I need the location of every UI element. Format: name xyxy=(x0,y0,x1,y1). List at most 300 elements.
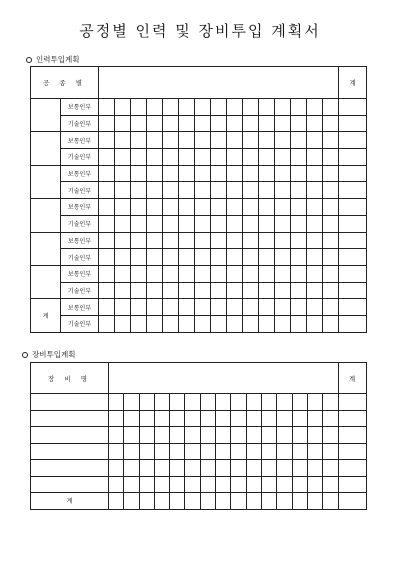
grid-cell[interactable] xyxy=(243,149,259,166)
grid-cell[interactable] xyxy=(99,232,115,249)
grid-cell[interactable] xyxy=(227,199,243,216)
grid-cell[interactable] xyxy=(131,315,147,332)
grid-cell[interactable] xyxy=(275,215,291,232)
grid-cell[interactable] xyxy=(277,443,292,460)
grid-cell[interactable] xyxy=(307,99,323,116)
grid-cell[interactable] xyxy=(170,410,185,427)
grid-cell[interactable] xyxy=(139,443,154,460)
equipment-name-cell[interactable] xyxy=(31,460,109,477)
grid-cell[interactable] xyxy=(185,443,200,460)
work-category-cell[interactable] xyxy=(31,132,61,165)
grid-cell[interactable] xyxy=(261,394,276,411)
grid-cell[interactable] xyxy=(109,493,124,510)
grid-cell[interactable] xyxy=(147,265,163,282)
grid-cell[interactable] xyxy=(179,99,195,116)
grid-cell[interactable] xyxy=(163,299,179,316)
grid-cell[interactable] xyxy=(131,249,147,266)
grid-cell[interactable] xyxy=(323,165,339,182)
grid-cell[interactable] xyxy=(277,460,292,477)
grid-cell[interactable] xyxy=(277,476,292,493)
grid-cell[interactable] xyxy=(179,282,195,299)
grid-cell[interactable] xyxy=(147,182,163,199)
row-total-cell[interactable] xyxy=(338,443,366,460)
grid-cell[interactable] xyxy=(307,315,323,332)
grid-cell[interactable] xyxy=(323,427,338,444)
grid-cell[interactable] xyxy=(291,132,307,149)
row-total-cell[interactable] xyxy=(339,265,367,282)
grid-cell[interactable] xyxy=(216,460,231,477)
grid-cell[interactable] xyxy=(195,215,211,232)
grid-cell[interactable] xyxy=(99,299,115,316)
row-total-cell[interactable] xyxy=(339,99,367,116)
grid-cell[interactable] xyxy=(275,182,291,199)
row-total-cell[interactable] xyxy=(338,493,366,510)
grid-cell[interactable] xyxy=(170,476,185,493)
grid-cell[interactable] xyxy=(307,410,322,427)
grid-cell[interactable] xyxy=(227,99,243,116)
grid-cell[interactable] xyxy=(259,282,275,299)
grid-cell[interactable] xyxy=(124,476,139,493)
grid-cell[interactable] xyxy=(259,132,275,149)
grid-cell[interactable] xyxy=(154,443,169,460)
grid-cell[interactable] xyxy=(259,299,275,316)
grid-cell[interactable] xyxy=(124,460,139,477)
grid-cell[interactable] xyxy=(179,149,195,166)
grid-cell[interactable] xyxy=(275,315,291,332)
grid-cell[interactable] xyxy=(231,410,246,427)
grid-cell[interactable] xyxy=(115,265,131,282)
grid-cell[interactable] xyxy=(307,199,323,216)
grid-cell[interactable] xyxy=(211,99,227,116)
row-total-cell[interactable] xyxy=(339,182,367,199)
grid-cell[interactable] xyxy=(227,265,243,282)
grid-cell[interactable] xyxy=(307,265,323,282)
grid-cell[interactable] xyxy=(179,232,195,249)
grid-cell[interactable] xyxy=(307,149,323,166)
grid-cell[interactable] xyxy=(211,265,227,282)
grid-cell[interactable] xyxy=(131,265,147,282)
grid-cell[interactable] xyxy=(185,476,200,493)
grid-cell[interactable] xyxy=(154,476,169,493)
grid-cell[interactable] xyxy=(99,99,115,116)
grid-cell[interactable] xyxy=(211,149,227,166)
equipment-name-cell[interactable] xyxy=(31,410,109,427)
grid-cell[interactable] xyxy=(307,394,322,411)
grid-cell[interactable] xyxy=(307,299,323,316)
grid-cell[interactable] xyxy=(307,282,323,299)
grid-cell[interactable] xyxy=(292,493,307,510)
grid-cell[interactable] xyxy=(195,315,211,332)
grid-cell[interactable] xyxy=(115,99,131,116)
grid-cell[interactable] xyxy=(147,165,163,182)
grid-cell[interactable] xyxy=(154,460,169,477)
grid-cell[interactable] xyxy=(307,215,323,232)
grid-cell[interactable] xyxy=(275,299,291,316)
grid-cell[interactable] xyxy=(115,315,131,332)
grid-cell[interactable] xyxy=(323,132,339,149)
grid-cell[interactable] xyxy=(115,232,131,249)
work-category-cell[interactable] xyxy=(31,99,61,132)
grid-cell[interactable] xyxy=(291,282,307,299)
grid-cell[interactable] xyxy=(291,199,307,216)
grid-cell[interactable] xyxy=(200,460,215,477)
grid-cell[interactable] xyxy=(179,299,195,316)
grid-cell[interactable] xyxy=(99,215,115,232)
grid-cell[interactable] xyxy=(323,460,338,477)
grid-cell[interactable] xyxy=(307,115,323,132)
grid-cell[interactable] xyxy=(109,394,124,411)
grid-cell[interactable] xyxy=(259,182,275,199)
grid-cell[interactable] xyxy=(291,149,307,166)
grid-cell[interactable] xyxy=(131,199,147,216)
grid-cell[interactable] xyxy=(243,199,259,216)
grid-cell[interactable] xyxy=(323,232,339,249)
grid-cell[interactable] xyxy=(243,315,259,332)
grid-cell[interactable] xyxy=(195,232,211,249)
grid-cell[interactable] xyxy=(277,427,292,444)
grid-cell[interactable] xyxy=(131,299,147,316)
row-total-cell[interactable] xyxy=(339,282,367,299)
grid-cell[interactable] xyxy=(292,443,307,460)
grid-cell[interactable] xyxy=(179,249,195,266)
grid-cell[interactable] xyxy=(243,132,259,149)
grid-cell[interactable] xyxy=(231,493,246,510)
grid-cell[interactable] xyxy=(227,165,243,182)
grid-cell[interactable] xyxy=(170,493,185,510)
row-total-cell[interactable] xyxy=(339,199,367,216)
grid-cell[interactable] xyxy=(243,249,259,266)
grid-cell[interactable] xyxy=(147,299,163,316)
grid-cell[interactable] xyxy=(323,443,338,460)
equipment-name-cell[interactable]: 계 xyxy=(31,493,109,510)
grid-cell[interactable] xyxy=(291,215,307,232)
grid-cell[interactable] xyxy=(179,182,195,199)
header-period-cell[interactable] xyxy=(109,363,339,394)
grid-cell[interactable] xyxy=(227,299,243,316)
grid-cell[interactable] xyxy=(195,115,211,132)
grid-cell[interactable] xyxy=(99,199,115,216)
grid-cell[interactable] xyxy=(200,427,215,444)
grid-cell[interactable] xyxy=(147,215,163,232)
grid-cell[interactable] xyxy=(115,249,131,266)
row-total-cell[interactable] xyxy=(338,476,366,493)
grid-cell[interactable] xyxy=(170,394,185,411)
grid-cell[interactable] xyxy=(109,443,124,460)
grid-cell[interactable] xyxy=(99,115,115,132)
grid-cell[interactable] xyxy=(307,443,322,460)
grid-cell[interactable] xyxy=(261,493,276,510)
grid-cell[interactable] xyxy=(246,394,261,411)
grid-cell[interactable] xyxy=(139,460,154,477)
grid-cell[interactable] xyxy=(275,265,291,282)
grid-cell[interactable] xyxy=(227,315,243,332)
grid-cell[interactable] xyxy=(99,182,115,199)
grid-cell[interactable] xyxy=(195,299,211,316)
grid-cell[interactable] xyxy=(200,394,215,411)
grid-cell[interactable] xyxy=(124,443,139,460)
work-category-cell[interactable] xyxy=(31,199,61,232)
grid-cell[interactable] xyxy=(131,99,147,116)
grid-cell[interactable] xyxy=(259,149,275,166)
grid-cell[interactable] xyxy=(115,299,131,316)
grid-cell[interactable] xyxy=(99,132,115,149)
grid-cell[interactable] xyxy=(163,315,179,332)
grid-cell[interactable] xyxy=(163,149,179,166)
grid-cell[interactable] xyxy=(246,493,261,510)
row-total-cell[interactable] xyxy=(339,215,367,232)
grid-cell[interactable] xyxy=(259,249,275,266)
grid-cell[interactable] xyxy=(163,215,179,232)
grid-cell[interactable] xyxy=(211,165,227,182)
grid-cell[interactable] xyxy=(227,249,243,266)
grid-cell[interactable] xyxy=(154,493,169,510)
grid-cell[interactable] xyxy=(99,315,115,332)
grid-cell[interactable] xyxy=(275,99,291,116)
grid-cell[interactable] xyxy=(147,282,163,299)
grid-cell[interactable] xyxy=(179,215,195,232)
grid-cell[interactable] xyxy=(163,132,179,149)
grid-cell[interactable] xyxy=(124,427,139,444)
grid-cell[interactable] xyxy=(99,249,115,266)
row-total-cell[interactable] xyxy=(339,115,367,132)
grid-cell[interactable] xyxy=(323,410,338,427)
grid-cell[interactable] xyxy=(185,460,200,477)
grid-cell[interactable] xyxy=(291,299,307,316)
grid-cell[interactable] xyxy=(231,394,246,411)
grid-cell[interactable] xyxy=(323,199,339,216)
grid-cell[interactable] xyxy=(243,115,259,132)
grid-cell[interactable] xyxy=(147,132,163,149)
grid-cell[interactable] xyxy=(323,299,339,316)
grid-cell[interactable] xyxy=(231,460,246,477)
grid-cell[interactable] xyxy=(195,282,211,299)
grid-cell[interactable] xyxy=(211,232,227,249)
grid-cell[interactable] xyxy=(231,443,246,460)
grid-cell[interactable] xyxy=(246,443,261,460)
grid-cell[interactable] xyxy=(163,282,179,299)
grid-cell[interactable] xyxy=(131,132,147,149)
grid-cell[interactable] xyxy=(115,215,131,232)
grid-cell[interactable] xyxy=(291,232,307,249)
grid-cell[interactable] xyxy=(243,99,259,116)
grid-cell[interactable] xyxy=(115,149,131,166)
grid-cell[interactable] xyxy=(131,149,147,166)
grid-cell[interactable] xyxy=(291,249,307,266)
grid-cell[interactable] xyxy=(216,493,231,510)
grid-cell[interactable] xyxy=(243,265,259,282)
grid-cell[interactable] xyxy=(131,165,147,182)
grid-cell[interactable] xyxy=(227,132,243,149)
grid-cell[interactable] xyxy=(227,182,243,199)
work-category-cell[interactable]: 계 xyxy=(31,299,61,332)
grid-cell[interactable] xyxy=(292,410,307,427)
grid-cell[interactable] xyxy=(179,315,195,332)
grid-cell[interactable] xyxy=(147,199,163,216)
grid-cell[interactable] xyxy=(275,199,291,216)
grid-cell[interactable] xyxy=(275,115,291,132)
grid-cell[interactable] xyxy=(109,427,124,444)
grid-cell[interactable] xyxy=(179,132,195,149)
grid-cell[interactable] xyxy=(163,165,179,182)
grid-cell[interactable] xyxy=(246,410,261,427)
grid-cell[interactable] xyxy=(323,182,339,199)
equipment-name-cell[interactable] xyxy=(31,443,109,460)
equipment-name-cell[interactable] xyxy=(31,427,109,444)
grid-cell[interactable] xyxy=(139,410,154,427)
grid-cell[interactable] xyxy=(163,232,179,249)
grid-cell[interactable] xyxy=(99,165,115,182)
work-category-cell[interactable] xyxy=(31,265,61,298)
grid-cell[interactable] xyxy=(261,460,276,477)
grid-cell[interactable] xyxy=(259,215,275,232)
grid-cell[interactable] xyxy=(200,410,215,427)
grid-cell[interactable] xyxy=(323,249,339,266)
grid-cell[interactable] xyxy=(195,99,211,116)
grid-cell[interactable] xyxy=(246,460,261,477)
grid-cell[interactable] xyxy=(147,232,163,249)
grid-cell[interactable] xyxy=(216,394,231,411)
grid-cell[interactable] xyxy=(211,249,227,266)
grid-cell[interactable] xyxy=(292,476,307,493)
grid-cell[interactable] xyxy=(131,182,147,199)
grid-cell[interactable] xyxy=(291,115,307,132)
grid-cell[interactable] xyxy=(211,132,227,149)
grid-cell[interactable] xyxy=(163,99,179,116)
grid-cell[interactable] xyxy=(227,282,243,299)
grid-cell[interactable] xyxy=(195,165,211,182)
grid-cell[interactable] xyxy=(147,115,163,132)
row-total-cell[interactable] xyxy=(339,232,367,249)
grid-cell[interactable] xyxy=(115,282,131,299)
grid-cell[interactable] xyxy=(277,410,292,427)
grid-cell[interactable] xyxy=(307,132,323,149)
grid-cell[interactable] xyxy=(243,165,259,182)
grid-cell[interactable] xyxy=(163,115,179,132)
grid-cell[interactable] xyxy=(291,265,307,282)
grid-cell[interactable] xyxy=(323,99,339,116)
grid-cell[interactable] xyxy=(291,315,307,332)
grid-cell[interactable] xyxy=(216,443,231,460)
grid-cell[interactable] xyxy=(246,427,261,444)
grid-cell[interactable] xyxy=(243,232,259,249)
grid-cell[interactable] xyxy=(170,443,185,460)
grid-cell[interactable] xyxy=(307,476,322,493)
grid-cell[interactable] xyxy=(261,410,276,427)
grid-cell[interactable] xyxy=(227,232,243,249)
grid-cell[interactable] xyxy=(131,282,147,299)
grid-cell[interactable] xyxy=(259,199,275,216)
grid-cell[interactable] xyxy=(163,182,179,199)
grid-cell[interactable] xyxy=(211,115,227,132)
grid-cell[interactable] xyxy=(147,99,163,116)
grid-cell[interactable] xyxy=(323,315,339,332)
grid-cell[interactable] xyxy=(216,427,231,444)
grid-cell[interactable] xyxy=(259,165,275,182)
grid-cell[interactable] xyxy=(277,394,292,411)
grid-cell[interactable] xyxy=(195,132,211,149)
grid-cell[interactable] xyxy=(124,394,139,411)
work-category-cell[interactable] xyxy=(31,232,61,265)
grid-cell[interactable] xyxy=(211,282,227,299)
grid-cell[interactable] xyxy=(277,493,292,510)
grid-cell[interactable] xyxy=(185,410,200,427)
grid-cell[interactable] xyxy=(307,232,323,249)
grid-cell[interactable] xyxy=(124,493,139,510)
grid-cell[interactable] xyxy=(292,427,307,444)
grid-cell[interactable] xyxy=(163,265,179,282)
grid-cell[interactable] xyxy=(131,115,147,132)
grid-cell[interactable] xyxy=(115,199,131,216)
grid-cell[interactable] xyxy=(99,282,115,299)
grid-cell[interactable] xyxy=(185,394,200,411)
grid-cell[interactable] xyxy=(323,149,339,166)
grid-cell[interactable] xyxy=(124,410,139,427)
grid-cell[interactable] xyxy=(211,315,227,332)
grid-cell[interactable] xyxy=(307,493,322,510)
row-total-cell[interactable] xyxy=(339,299,367,316)
grid-cell[interactable] xyxy=(109,460,124,477)
grid-cell[interactable] xyxy=(259,315,275,332)
grid-cell[interactable] xyxy=(243,215,259,232)
grid-cell[interactable] xyxy=(243,282,259,299)
grid-cell[interactable] xyxy=(323,476,338,493)
grid-cell[interactable] xyxy=(200,443,215,460)
grid-cell[interactable] xyxy=(261,476,276,493)
row-total-cell[interactable] xyxy=(339,165,367,182)
grid-cell[interactable] xyxy=(261,443,276,460)
grid-cell[interactable] xyxy=(227,215,243,232)
grid-cell[interactable] xyxy=(195,265,211,282)
grid-cell[interactable] xyxy=(292,460,307,477)
grid-cell[interactable] xyxy=(200,493,215,510)
grid-cell[interactable] xyxy=(185,427,200,444)
grid-cell[interactable] xyxy=(131,215,147,232)
grid-cell[interactable] xyxy=(170,460,185,477)
grid-cell[interactable] xyxy=(147,315,163,332)
grid-cell[interactable] xyxy=(227,115,243,132)
grid-cell[interactable] xyxy=(154,410,169,427)
grid-cell[interactable] xyxy=(307,182,323,199)
row-total-cell[interactable] xyxy=(339,149,367,166)
grid-cell[interactable] xyxy=(179,199,195,216)
grid-cell[interactable] xyxy=(131,232,147,249)
grid-cell[interactable] xyxy=(275,165,291,182)
grid-cell[interactable] xyxy=(231,427,246,444)
grid-cell[interactable] xyxy=(307,165,323,182)
grid-cell[interactable] xyxy=(109,476,124,493)
grid-cell[interactable] xyxy=(99,265,115,282)
grid-cell[interactable] xyxy=(292,394,307,411)
grid-cell[interactable] xyxy=(163,199,179,216)
grid-cell[interactable] xyxy=(323,493,338,510)
equipment-name-cell[interactable] xyxy=(31,394,109,411)
grid-cell[interactable] xyxy=(115,115,131,132)
grid-cell[interactable] xyxy=(291,165,307,182)
grid-cell[interactable] xyxy=(291,99,307,116)
grid-cell[interactable] xyxy=(211,182,227,199)
grid-cell[interactable] xyxy=(275,282,291,299)
row-total-cell[interactable] xyxy=(339,132,367,149)
grid-cell[interactable] xyxy=(139,493,154,510)
grid-cell[interactable] xyxy=(179,115,195,132)
grid-cell[interactable] xyxy=(147,249,163,266)
grid-cell[interactable] xyxy=(195,149,211,166)
grid-cell[interactable] xyxy=(115,182,131,199)
row-total-cell[interactable] xyxy=(338,427,366,444)
row-total-cell[interactable] xyxy=(338,410,366,427)
grid-cell[interactable] xyxy=(275,149,291,166)
grid-cell[interactable] xyxy=(275,132,291,149)
